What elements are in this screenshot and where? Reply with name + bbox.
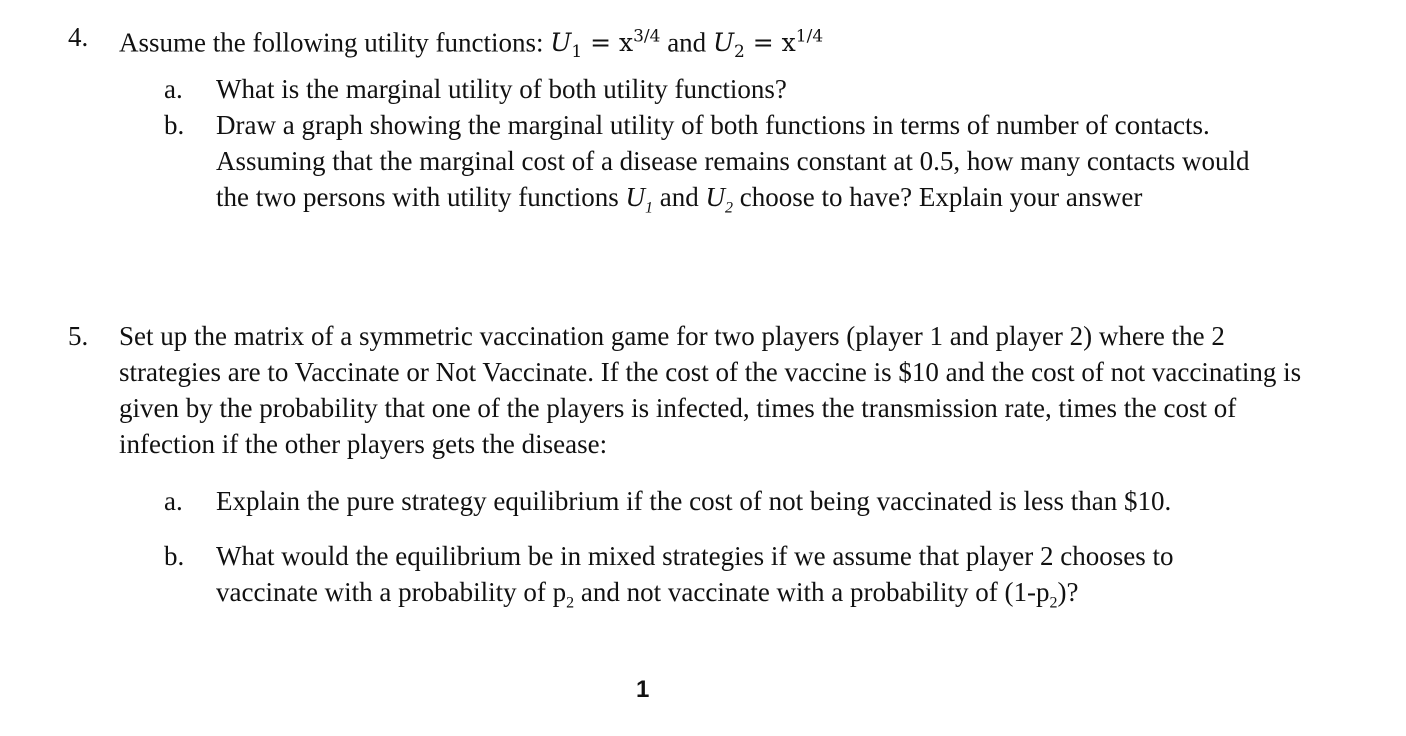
question-5-part-b	[164, 538, 1264, 621]
question-4-part-b	[164, 107, 1264, 226]
question-5	[68, 318, 1348, 621]
question-4	[68, 19, 1348, 227]
part-letter: a.	[164, 486, 183, 516]
part-text: What would the equilibrium be in mixed strategies if we assume that player 2 chooses to vaccinate with a probability of $p_2$ and not vaccinate with a probability of $(1-p_2)$?	[216, 541, 1174, 612]
part-letter: b.	[164, 110, 185, 141]
question-5-part-a	[164, 483, 1264, 519]
part-text: Draw a graph showing the marginal utility of both functions in terms of number of contacts. Assuming that the marginal cost of a disease remains constant at 0.5, how many contacts would the two persons with utility functions $U_1$ and $U_2$ choose to have? Explain your answer	[216, 110, 1250, 217]
part-text: Explain the pure strategy equilibrium if the cost of not being vaccinated is less than $10.	[216, 486, 1172, 516]
utility-function-u2: $U_2 = x^{1/4}$	[712, 27, 824, 63]
part-letter: a.	[164, 74, 183, 105]
question-text: Assume the following utility functions: $U_1 = x^{3/4}$ and $U_2 = x^{1/4}$	[119, 27, 824, 63]
question-number: 5.	[68, 321, 89, 351]
part-letter: b.	[164, 541, 185, 571]
part-text: What is the marginal utility of both utility functions?	[216, 74, 787, 105]
question-4-part-a	[164, 71, 1264, 107]
question-number: 4.	[68, 22, 89, 52]
page-number: 1	[636, 676, 650, 703]
question-text: Set up the matrix of a symmetric vaccination game for two players (player 1 and player 2) where the 2 strategies are to Vaccinate or Not Vaccinate. If the cost of the vaccine is $10 and the cost of not vaccinating is given by the probability that one of the players is infected, times the transmission rate, times the cost of infection if the other players gets the disease:	[119, 321, 1302, 459]
utility-function-u1: $U_1 = x^{3/4}$	[550, 27, 661, 63]
